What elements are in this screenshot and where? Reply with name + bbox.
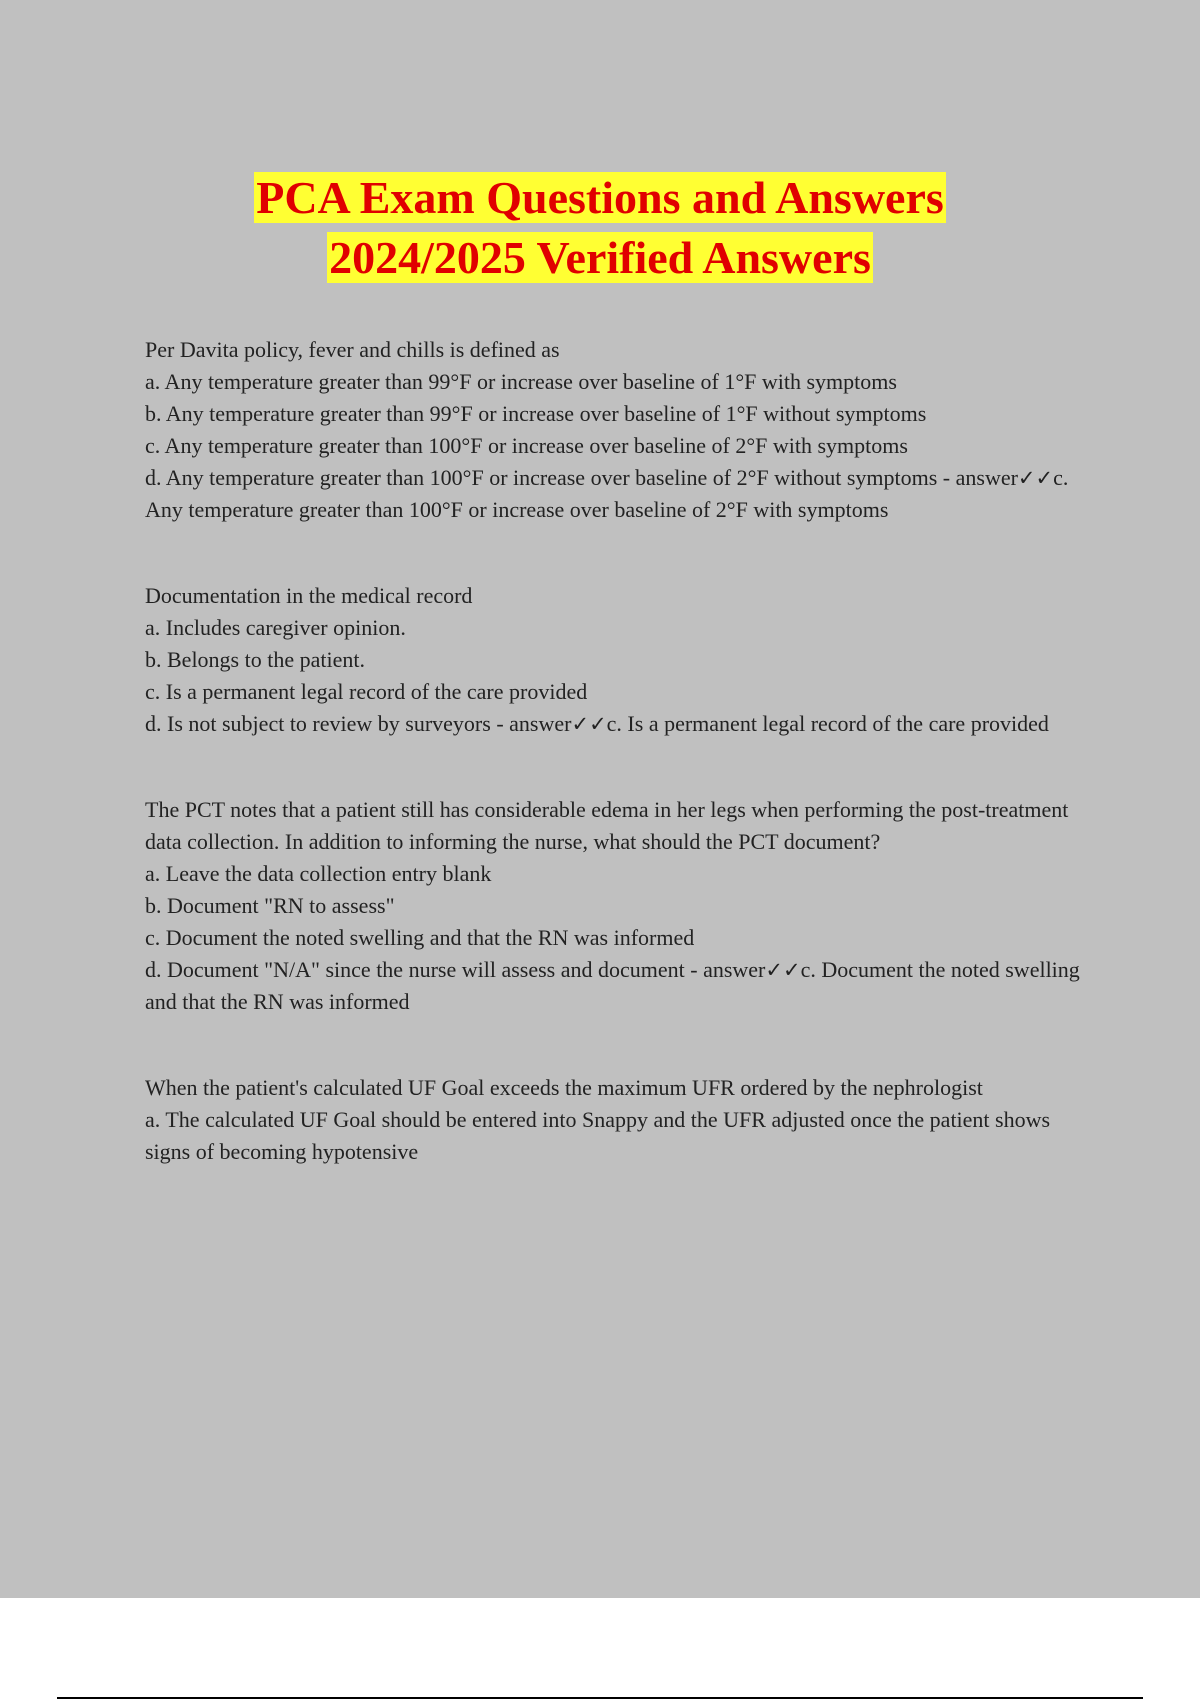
question-list xyxy=(145,334,1090,1168)
option-b: b. Document "RN to assess" xyxy=(145,893,395,918)
option-d-with-answer xyxy=(145,708,1090,740)
option-d: d. Document "N/A" since the nurse will assess and document - answer xyxy=(145,957,766,982)
option-c: c. Any temperature greater than 100°F or increase over baseline of 2°F with symptoms xyxy=(145,433,908,458)
option-a: a. Any temperature greater than 99°F or increase over baseline of 1°F with symptoms xyxy=(145,369,897,394)
option-a: a. Leave the data collection entry blank xyxy=(145,861,492,886)
option-c: c. Is a permanent legal record of the care provided xyxy=(145,679,588,704)
answer-text: c. Any temperature greater than 100°F or increase over baseline of 2°F with symptoms xyxy=(145,465,1069,522)
question-block-4 xyxy=(145,1072,1090,1168)
check-mark-icon: ✓✓ xyxy=(571,712,607,736)
answer-text: c. Is a permanent legal record of the care provided xyxy=(606,711,1049,736)
answer-text: c. Document the noted swelling and that the RN was informed xyxy=(145,957,1080,1014)
option-d-with-answer xyxy=(145,954,1090,1018)
option-d: d. Is not subject to review by surveyors - answer xyxy=(145,711,572,736)
question-block-3 xyxy=(145,794,1090,1018)
option-b: b. Belongs to the patient. xyxy=(145,647,365,672)
option-a: a. The calculated UF Goal should be entered into Snappy and the UFR adjusted once the patient shows signs of becoming hypotensive xyxy=(145,1107,1051,1164)
question-text: Documentation in the medical record xyxy=(145,583,473,608)
question-block-1 xyxy=(145,334,1090,526)
title-line-1: PCA Exam Questions and Answers xyxy=(256,172,944,223)
document-title xyxy=(0,168,1200,288)
option-d: d. Any temperature greater than 100°F or increase over baseline of 2°F without symptoms - answer xyxy=(145,465,1018,490)
question-text: Per Davita policy, fever and chills is defined as xyxy=(145,337,560,362)
question-block-2 xyxy=(145,580,1090,740)
question-text: When the patient's calculated UF Goal exceeds the maximum UFR ordered by the nephrologist xyxy=(145,1075,983,1100)
check-mark-icon: ✓✓ xyxy=(765,958,801,982)
option-c: c. Document the noted swelling and that the RN was informed xyxy=(145,925,695,950)
question-text: The PCT notes that a patient still has considerable edema in her legs when performing the post-treatment data collection. In addition to informing the nurse, what should the PCT document? xyxy=(145,797,1069,854)
option-b: b. Any temperature greater than 99°F or increase over baseline of 1°F without symptoms xyxy=(145,401,927,426)
option-a: a. Includes caregiver opinion. xyxy=(145,615,406,640)
check-mark-icon: ✓✓ xyxy=(1017,466,1054,490)
option-d-with-answer xyxy=(145,462,1090,526)
title-line-2: 2024/2025 Verified Answers xyxy=(329,232,871,283)
footer-divider xyxy=(57,1697,1143,1699)
